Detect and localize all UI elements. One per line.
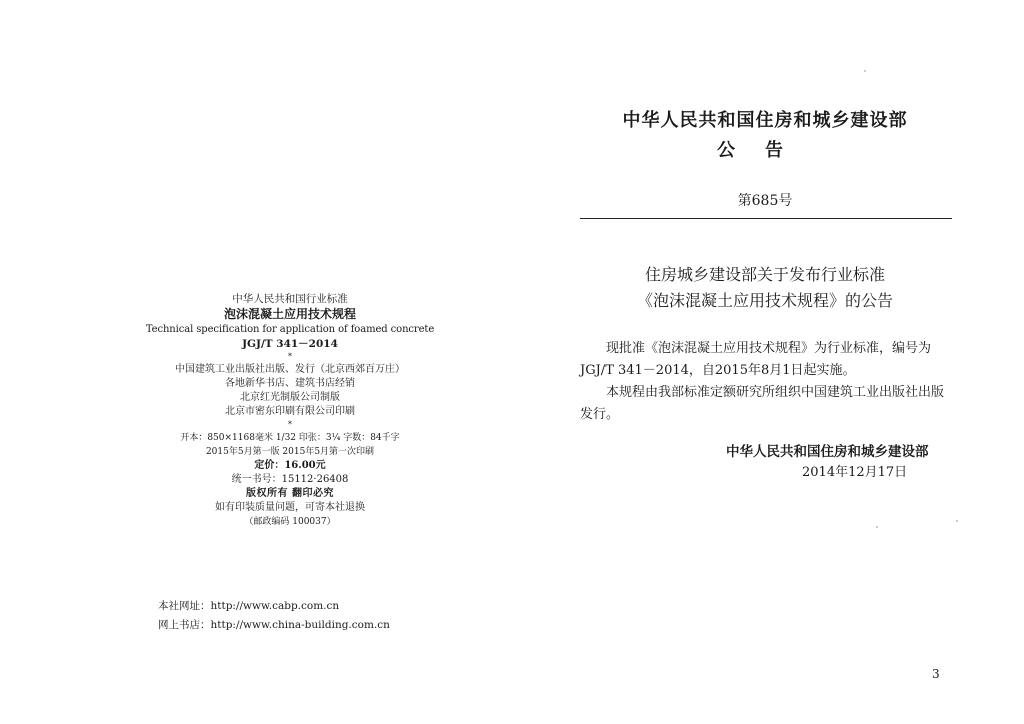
- subject-line-1: 住房城乡建设部关于发布行业标准: [644, 265, 885, 284]
- book-number: 统一书号：15112·26408: [231, 474, 349, 485]
- typesetter-line: 北京红光制版公司制版: [240, 392, 340, 403]
- standard-title: 泡沫混凝土应用技术规程: [223, 307, 356, 321]
- announcement-date: 2014年12月17日: [802, 465, 908, 480]
- paragraph-1-line-1: 现批准《泡沫混凝土应用技术规程》为行业标准，编号为: [606, 341, 932, 356]
- colophon: [120, 292, 460, 529]
- publisher-website: 本社网址：http://www.cabp.com.cn: [158, 600, 340, 612]
- page-number: 3: [932, 667, 940, 681]
- standard-code: JGJ/T 341－2014: [242, 338, 338, 350]
- announcement-subject: [580, 262, 950, 314]
- announcement-heading: 公告: [717, 140, 813, 161]
- paragraph-2-line-2: 发行。: [580, 407, 620, 422]
- separator-star: *: [288, 352, 292, 361]
- scan-speck: [956, 520, 958, 522]
- publisher-line: 中国建筑工业出版社出版、发行（北京西郊百万庄）: [175, 364, 405, 375]
- printer-line: 北京市密东印刷有限公司印刷: [225, 406, 355, 417]
- standard-series: 中华人民共和国行业标准: [232, 293, 348, 305]
- paragraph-1-line-2: JGJ/T 341－2014，自2015年8月1日起实施。: [580, 363, 856, 378]
- postcode-line: （邮政编码 100037）: [244, 517, 336, 527]
- signature: 中华人民共和国住房和城乡建设部: [726, 444, 929, 460]
- scan-speck: [864, 70, 866, 72]
- separator-star: *: [288, 420, 292, 429]
- paragraph-2-line-1: 本规程由我部标准定额研究所组织中国建筑工业出版社出版: [606, 385, 945, 400]
- ministry-heading: 中华人民共和国住房和城乡建设部: [622, 110, 908, 131]
- edition-line: 2015年5月第一版 2015年5月第一次印刷: [205, 447, 375, 457]
- subject-line-2: 《泡沫混凝土应用技术规程》的公告: [636, 291, 893, 310]
- returns-notice: 如有印装质量问题，可寄本社退换: [215, 502, 365, 513]
- price-line: 定价：16.00元: [254, 460, 326, 471]
- scan-speck: [876, 526, 878, 528]
- distributor-line: 各地新华书店、建筑书店经销: [225, 378, 355, 389]
- rights-notice: 版权所有 翻印必究: [246, 488, 334, 499]
- announcement-body: [580, 338, 952, 426]
- horizontal-rule: [580, 218, 952, 219]
- issue-number: 第685号: [737, 193, 793, 209]
- format-specs: 开本：850×1168毫米 1/32 印张：3¼ 字数：84千字: [180, 433, 400, 443]
- online-bookstore: 网上书店：http://www.china-building.com.cn: [158, 619, 390, 631]
- standard-title-en: Technical specification for application of foamed concrete: [145, 324, 435, 335]
